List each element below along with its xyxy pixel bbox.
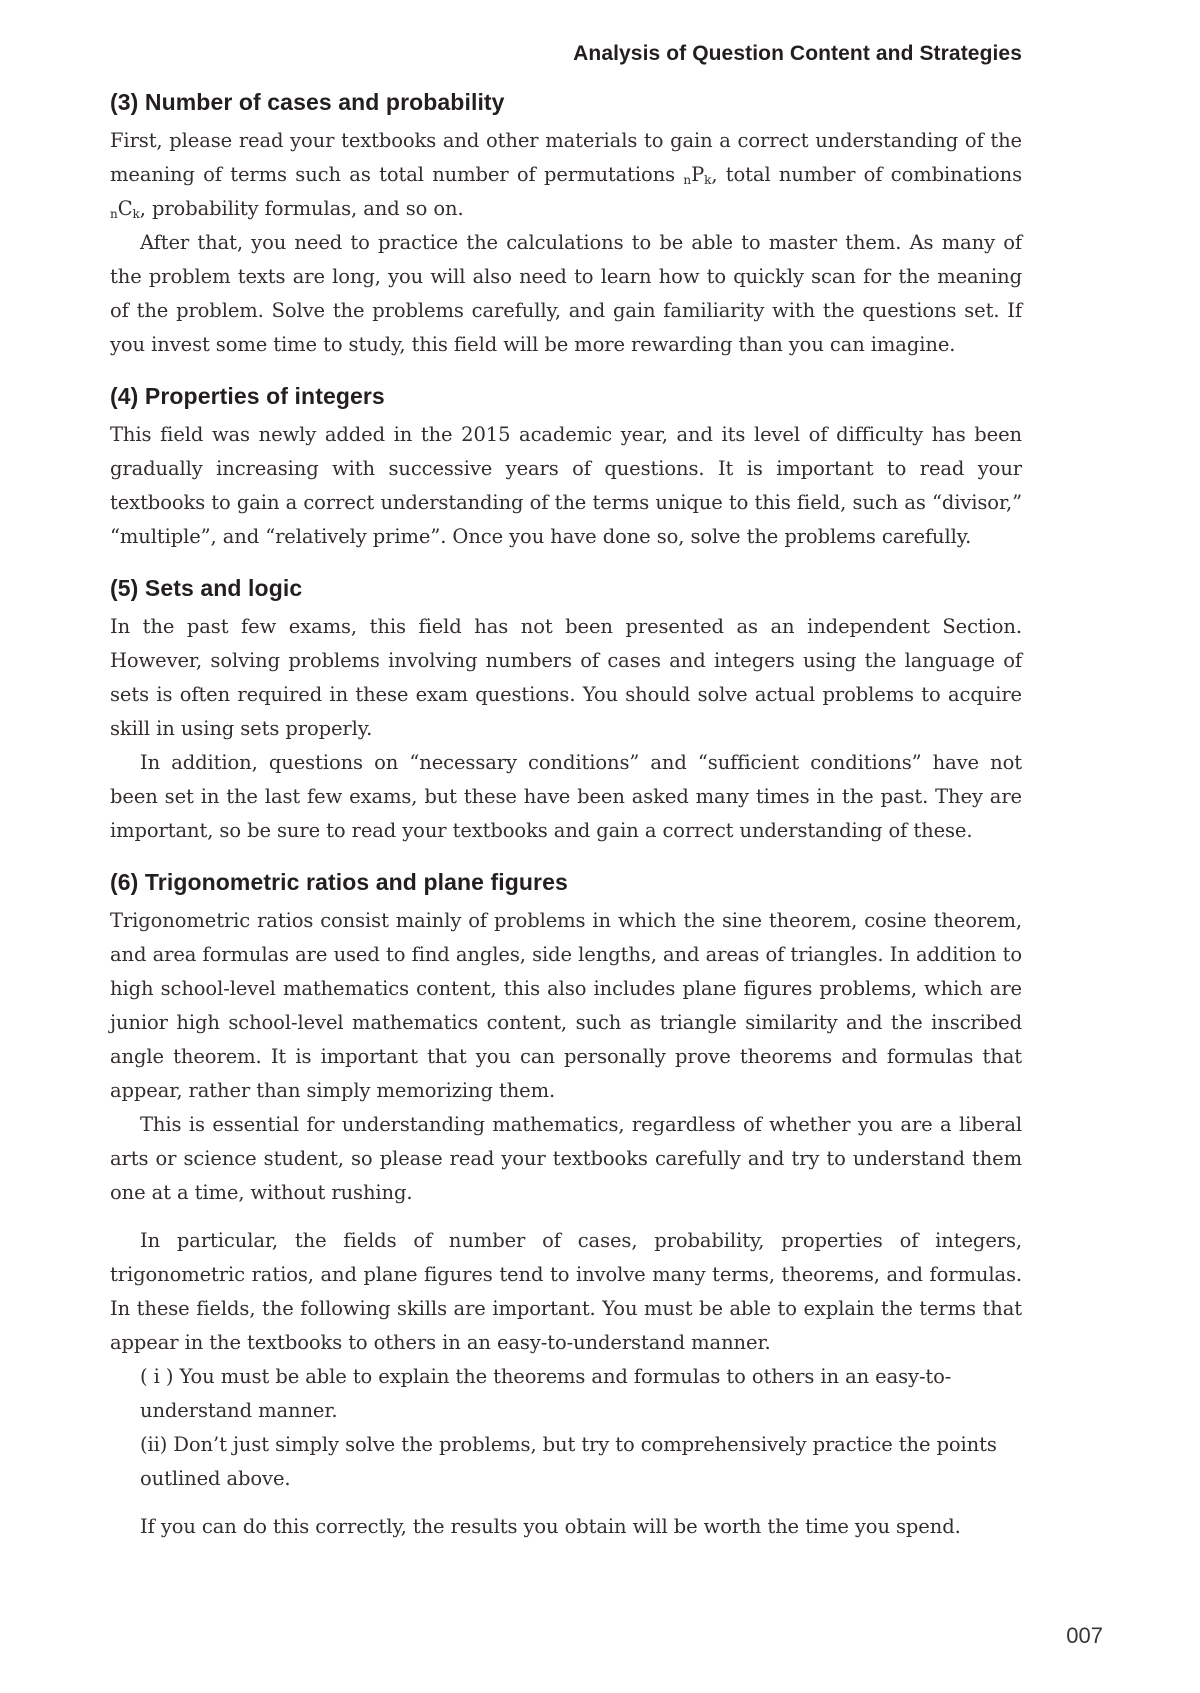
page-content xyxy=(110,0,1022,1544)
paragraph: In particular, the fields of number of cases, probability, properties of integers, trigonometric ratios, and plane figures tend to involve many terms, theorems, and formulas. In these fields, the following skills are important. You must be able to explain the terms that appear in the textbooks to others in an easy-to-understand manner. xyxy=(110,1229,1022,1354)
formula-letter-C: C xyxy=(117,197,133,220)
subscript-n: n xyxy=(683,173,692,188)
section-trigonometric-ratios xyxy=(110,868,1022,1544)
paragraph: In the past few exams, this field has not been presented as an independent Section. However, solving problems involving numbers of cases and integers using the language of sets is often required in these exam questions. You should solve actual problems to acquire skill in using sets properly. xyxy=(110,615,1022,740)
page-number: 007 xyxy=(1066,1623,1103,1648)
section-properties-of-integers xyxy=(110,382,1022,554)
subscript-n: n xyxy=(110,207,118,222)
section-number-of-cases-and-probability xyxy=(110,88,1022,362)
section-heading: (3) Number of cases and probability xyxy=(110,89,505,115)
paragraph: In addition, questions on “necessary conditions” and “sufficient conditions” have not been set in the last few exams, but these have been asked many times in the past. They are important, so be sure to read your textbooks and gain a correct understanding of these. xyxy=(110,751,1022,842)
paragraph: This field was newly added in the 2015 academic year, and its level of difficulty has been gradually increasing with successive years of questions. It is important to read your textbooks to gain a correct understanding of the terms unique to this field, such as “divisor,” “multiple”, and “relatively prime”. Once you have done so, solve the problems carefully. xyxy=(110,423,1022,548)
section-heading: (5) Sets and logic xyxy=(110,575,303,601)
paragraph: After that, you need to practice the calculations to be able to master them. As many of the problem texts are long, you will also need to learn how to quickly scan for the meaning of the problem. Solve the problems carefully, and gain familiarity with the questions set. If you invest some time to study, this field will be more rewarding than you can imagine. xyxy=(110,231,1022,356)
list-item-i: ( i ) You must be able to explain the theorems and formulas to others in an easy-to-understand manner. xyxy=(140,1365,952,1422)
paragraph: This is essential for understanding mathematics, regardless of whether you are a liberal arts or science student, so please read your textbooks carefully and try to understand them one at a time, without rushing. xyxy=(110,1113,1022,1204)
formula-letter-P: P xyxy=(691,163,705,186)
paragraph-text: , total number of combinations xyxy=(711,163,1022,186)
subscript-k: k xyxy=(132,207,140,222)
paragraph xyxy=(110,124,1022,226)
list-item-ii: (ii) Don’t just simply solve the problems, but try to comprehensively practice the points outlined above. xyxy=(140,1433,997,1490)
section-sets-and-logic xyxy=(110,574,1022,848)
paragraph: Trigonometric ratios consist mainly of problems in which the sine theorem, cosine theorem, and area formulas are used to find angles, side lengths, and areas of triangles. In addition to high school-level mathematics content, this also includes plane figures problems, which are junior high school-level mathematics content, such as triangle similarity and the inscribed angle theorem. It is important that you can personally prove theorems and formulas that appear, rather than simply memorizing them. xyxy=(110,909,1022,1102)
running-header: Analysis of Question Content and Strategies xyxy=(573,42,1022,65)
subscript-k: k xyxy=(704,173,712,188)
paragraph-text: , probability formulas, and so on. xyxy=(139,197,464,220)
paragraph-text: First, please read your textbooks and other materials to gain a correct understanding of the meaning of terms such as total number of permutations xyxy=(110,129,1022,186)
section-heading: (6) Trigonometric ratios and plane figures xyxy=(110,869,568,895)
closing-paragraph: If you can do this correctly, the results you obtain will be worth the time you spend. xyxy=(140,1515,961,1538)
section-heading: (4) Properties of integers xyxy=(110,383,385,409)
